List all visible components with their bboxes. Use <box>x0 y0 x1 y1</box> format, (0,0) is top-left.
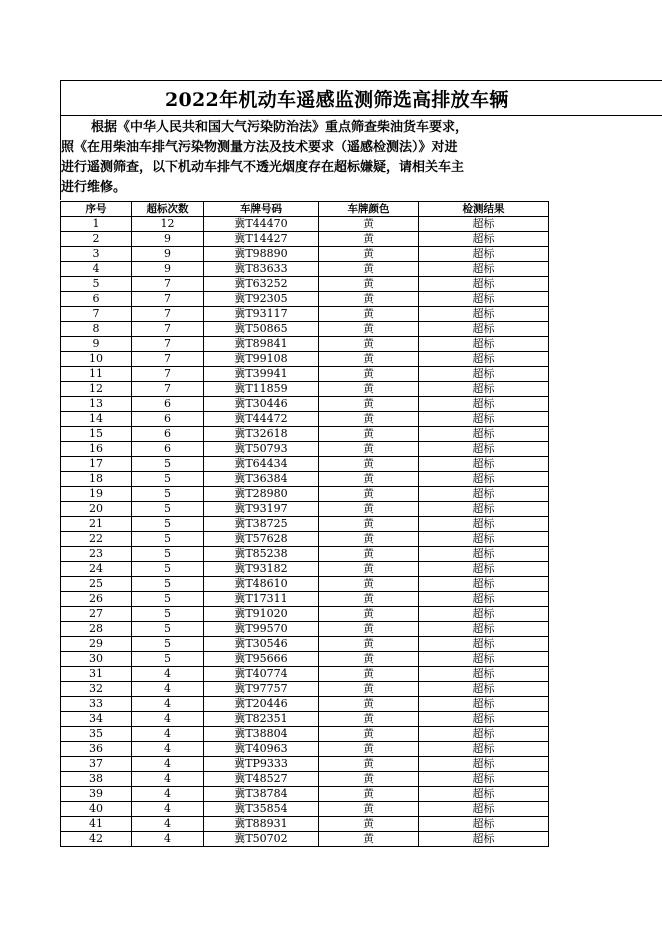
cell-plate-color: 黄 <box>319 562 419 577</box>
cell-plate-number: 冀T17311 <box>204 592 319 607</box>
cell-result: 超标 <box>419 412 549 427</box>
table-row <box>61 442 549 457</box>
cell-index: 19 <box>61 487 132 502</box>
cell-exceed-count: 7 <box>132 277 204 292</box>
cell-plate-number: 冀T30446 <box>204 397 319 412</box>
results-table <box>60 201 549 847</box>
cell-result: 超标 <box>419 787 549 802</box>
table-row <box>61 742 549 757</box>
cell-result: 超标 <box>419 232 549 247</box>
cell-index: 9 <box>61 337 132 352</box>
cell-result: 超标 <box>419 832 549 847</box>
notice-line-4: 进行维修。 <box>61 180 127 195</box>
cell-plate-number: 冀T93197 <box>204 502 319 517</box>
table-header-row <box>61 202 549 217</box>
spreadsheet-page <box>60 80 662 850</box>
cell-result: 超标 <box>419 637 549 652</box>
cell-exceed-count: 5 <box>132 622 204 637</box>
cell-exceed-count: 5 <box>132 517 204 532</box>
cell-index: 3 <box>61 247 132 262</box>
table-row <box>61 457 549 472</box>
cell-index: 25 <box>61 577 132 592</box>
cell-plate-color: 黄 <box>319 352 419 367</box>
table-row <box>61 802 549 817</box>
table-row <box>61 397 549 412</box>
cell-exceed-count: 4 <box>132 742 204 757</box>
cell-plate-color: 黄 <box>319 547 419 562</box>
table-row <box>61 712 549 727</box>
cell-plate-number: 冀T83633 <box>204 262 319 277</box>
cell-plate-number: 冀T48527 <box>204 772 319 787</box>
cell-plate-color: 黄 <box>319 817 419 832</box>
cell-exceed-count: 4 <box>132 682 204 697</box>
cell-index: 21 <box>61 517 132 532</box>
cell-plate-color: 黄 <box>319 832 419 847</box>
cell-plate-number: 冀T14427 <box>204 232 319 247</box>
cell-exceed-count: 5 <box>132 547 204 562</box>
cell-index: 27 <box>61 607 132 622</box>
cell-plate-color: 黄 <box>319 757 419 772</box>
cell-plate-number: 冀T11859 <box>204 382 319 397</box>
title-row <box>60 80 662 116</box>
cell-plate-number: 冀T85238 <box>204 547 319 562</box>
cell-index: 40 <box>61 802 132 817</box>
cell-plate-color: 黄 <box>319 262 419 277</box>
cell-result: 超标 <box>419 457 549 472</box>
cell-exceed-count: 12 <box>132 217 204 232</box>
cell-index: 11 <box>61 367 132 382</box>
cell-plate-color: 黄 <box>319 487 419 502</box>
table-row <box>61 592 549 607</box>
cell-index: 7 <box>61 307 132 322</box>
cell-result: 超标 <box>419 442 549 457</box>
cell-plate-number: 冀T38725 <box>204 517 319 532</box>
cell-exceed-count: 6 <box>132 412 204 427</box>
cell-exceed-count: 5 <box>132 592 204 607</box>
cell-exceed-count: 5 <box>132 457 204 472</box>
table-row <box>61 637 549 652</box>
cell-plate-number: 冀T50793 <box>204 442 319 457</box>
cell-exceed-count: 4 <box>132 697 204 712</box>
table-row <box>61 682 549 697</box>
page-title: 2022年机动车遥感监测筛选高排放车辆 <box>165 89 509 111</box>
table-row <box>61 232 549 247</box>
cell-exceed-count: 9 <box>132 232 204 247</box>
cell-index: 37 <box>61 757 132 772</box>
cell-index: 10 <box>61 352 132 367</box>
cell-exceed-count: 7 <box>132 292 204 307</box>
cell-result: 超标 <box>419 802 549 817</box>
cell-plate-number: 冀T91020 <box>204 607 319 622</box>
cell-exceed-count: 7 <box>132 382 204 397</box>
cell-result: 超标 <box>419 712 549 727</box>
cell-exceed-count: 9 <box>132 247 204 262</box>
cell-plate-color: 黄 <box>319 217 419 232</box>
cell-index: 41 <box>61 817 132 832</box>
cell-plate-number: 冀T44470 <box>204 217 319 232</box>
table-row <box>61 472 549 487</box>
cell-plate-number: 冀T63252 <box>204 277 319 292</box>
cell-exceed-count: 7 <box>132 322 204 337</box>
cell-index: 4 <box>61 262 132 277</box>
cell-result: 超标 <box>419 502 549 517</box>
cell-plate-number: 冀T28980 <box>204 487 319 502</box>
cell-plate-color: 黄 <box>319 307 419 322</box>
table-row <box>61 547 549 562</box>
cell-index: 31 <box>61 667 132 682</box>
cell-exceed-count: 5 <box>132 652 204 667</box>
cell-result: 超标 <box>419 622 549 637</box>
cell-plate-number: 冀T99108 <box>204 352 319 367</box>
cell-index: 33 <box>61 697 132 712</box>
table-row <box>61 427 549 442</box>
cell-result: 超标 <box>419 322 549 337</box>
cell-exceed-count: 7 <box>132 367 204 382</box>
table-row <box>61 577 549 592</box>
cell-result: 超标 <box>419 757 549 772</box>
cell-plate-number: 冀TP9333 <box>204 757 319 772</box>
cell-plate-number: 冀T88931 <box>204 817 319 832</box>
cell-plate-number: 冀T50702 <box>204 832 319 847</box>
cell-plate-color: 黄 <box>319 592 419 607</box>
cell-index: 39 <box>61 787 132 802</box>
cell-plate-number: 冀T40963 <box>204 742 319 757</box>
cell-plate-number: 冀T99570 <box>204 622 319 637</box>
cell-result: 超标 <box>419 727 549 742</box>
cell-result: 超标 <box>419 742 549 757</box>
cell-index: 5 <box>61 277 132 292</box>
cell-index: 8 <box>61 322 132 337</box>
cell-exceed-count: 4 <box>132 772 204 787</box>
notice-line-2: 照《在用柴油车排气污染物测量方法及技术要求（遥感检测法）》对进 <box>61 140 458 155</box>
cell-plate-color: 黄 <box>319 367 419 382</box>
cell-plate-color: 黄 <box>319 277 419 292</box>
cell-result: 超标 <box>419 517 549 532</box>
cell-plate-color: 黄 <box>319 727 419 742</box>
header-plate-number: 车牌号码 <box>204 202 319 217</box>
cell-plate-number: 冀T36384 <box>204 472 319 487</box>
notice-line-1: 根据《中华人民共和国大气污染防治法》重点筛查柴油货车要求， <box>91 120 469 135</box>
cell-exceed-count: 5 <box>132 487 204 502</box>
cell-exceed-count: 7 <box>132 307 204 322</box>
table-row <box>61 367 549 382</box>
table-row <box>61 787 549 802</box>
cell-plate-color: 黄 <box>319 772 419 787</box>
cell-plate-number: 冀T39941 <box>204 367 319 382</box>
table-row <box>61 412 549 427</box>
table-row <box>61 217 549 232</box>
cell-exceed-count: 4 <box>132 712 204 727</box>
cell-plate-number: 冀T89841 <box>204 337 319 352</box>
header-plate-color: 车牌颜色 <box>319 202 419 217</box>
cell-plate-number: 冀T48610 <box>204 577 319 592</box>
header-exceed-count: 超标次数 <box>132 202 204 217</box>
table-row <box>61 697 549 712</box>
table-row <box>61 772 549 787</box>
cell-exceed-count: 4 <box>132 757 204 772</box>
table-row <box>61 292 549 307</box>
table-body <box>61 217 549 847</box>
cell-index: 35 <box>61 727 132 742</box>
cell-index: 16 <box>61 442 132 457</box>
cell-index: 34 <box>61 712 132 727</box>
cell-plate-number: 冀T93182 <box>204 562 319 577</box>
table-row <box>61 337 549 352</box>
cell-result: 超标 <box>419 337 549 352</box>
cell-plate-color: 黄 <box>319 637 419 652</box>
cell-plate-color: 黄 <box>319 517 419 532</box>
table-row <box>61 832 549 847</box>
cell-index: 17 <box>61 457 132 472</box>
cell-exceed-count: 5 <box>132 607 204 622</box>
cell-result: 超标 <box>419 277 549 292</box>
table-row <box>61 532 549 547</box>
cell-index: 24 <box>61 562 132 577</box>
cell-exceed-count: 5 <box>132 637 204 652</box>
cell-result: 超标 <box>419 667 549 682</box>
cell-plate-number: 冀T44472 <box>204 412 319 427</box>
table-row <box>61 757 549 772</box>
cell-plate-number: 冀T35854 <box>204 802 319 817</box>
cell-plate-color: 黄 <box>319 457 419 472</box>
cell-index: 18 <box>61 472 132 487</box>
cell-index: 42 <box>61 832 132 847</box>
cell-plate-color: 黄 <box>319 247 419 262</box>
cell-plate-color: 黄 <box>319 652 419 667</box>
cell-plate-color: 黄 <box>319 742 419 757</box>
cell-plate-color: 黄 <box>319 667 419 682</box>
cell-result: 超标 <box>419 547 549 562</box>
table-row <box>61 652 549 667</box>
cell-plate-color: 黄 <box>319 382 419 397</box>
cell-plate-color: 黄 <box>319 682 419 697</box>
cell-index: 23 <box>61 547 132 562</box>
cell-index: 36 <box>61 742 132 757</box>
cell-plate-number: 冀T82351 <box>204 712 319 727</box>
cell-exceed-count: 5 <box>132 562 204 577</box>
notice-paragraph <box>60 116 662 200</box>
cell-result: 超标 <box>419 427 549 442</box>
table-row <box>61 322 549 337</box>
table-row <box>61 262 549 277</box>
cell-index: 15 <box>61 427 132 442</box>
cell-plate-color: 黄 <box>319 472 419 487</box>
cell-exceed-count: 7 <box>132 352 204 367</box>
cell-plate-color: 黄 <box>319 532 419 547</box>
table-row <box>61 352 549 367</box>
cell-plate-number: 冀T64434 <box>204 457 319 472</box>
cell-exceed-count: 4 <box>132 787 204 802</box>
cell-result: 超标 <box>419 217 549 232</box>
cell-result: 超标 <box>419 292 549 307</box>
cell-result: 超标 <box>419 487 549 502</box>
cell-result: 超标 <box>419 607 549 622</box>
cell-plate-number: 冀T98890 <box>204 247 319 262</box>
cell-plate-color: 黄 <box>319 622 419 637</box>
cell-index: 12 <box>61 382 132 397</box>
cell-result: 超标 <box>419 382 549 397</box>
cell-result: 超标 <box>419 697 549 712</box>
cell-index: 20 <box>61 502 132 517</box>
cell-exceed-count: 4 <box>132 817 204 832</box>
cell-plate-color: 黄 <box>319 787 419 802</box>
cell-plate-color: 黄 <box>319 232 419 247</box>
table-row <box>61 727 549 742</box>
cell-index: 32 <box>61 682 132 697</box>
cell-plate-color: 黄 <box>319 322 419 337</box>
cell-plate-color: 黄 <box>319 577 419 592</box>
notice-line-3: 进行遥测筛查，以下机动车排气不透光烟度存在超标嫌疑，请相关车主 <box>61 160 465 175</box>
header-index: 序号 <box>61 202 132 217</box>
table-row <box>61 562 549 577</box>
cell-result: 超标 <box>419 562 549 577</box>
cell-plate-number: 冀T20446 <box>204 697 319 712</box>
cell-result: 超标 <box>419 772 549 787</box>
cell-result: 超标 <box>419 367 549 382</box>
cell-result: 超标 <box>419 352 549 367</box>
cell-exceed-count: 5 <box>132 577 204 592</box>
cell-plate-color: 黄 <box>319 712 419 727</box>
cell-plate-number: 冀T97757 <box>204 682 319 697</box>
table-row <box>61 277 549 292</box>
cell-plate-number: 冀T30546 <box>204 637 319 652</box>
cell-plate-number: 冀T57628 <box>204 532 319 547</box>
cell-exceed-count: 6 <box>132 427 204 442</box>
cell-plate-number: 冀T40774 <box>204 667 319 682</box>
cell-plate-color: 黄 <box>319 397 419 412</box>
table-row <box>61 247 549 262</box>
cell-plate-color: 黄 <box>319 292 419 307</box>
cell-index: 29 <box>61 637 132 652</box>
cell-plate-number: 冀T32618 <box>204 427 319 442</box>
cell-plate-color: 黄 <box>319 607 419 622</box>
cell-plate-number: 冀T38784 <box>204 787 319 802</box>
cell-exceed-count: 4 <box>132 832 204 847</box>
cell-plate-color: 黄 <box>319 502 419 517</box>
cell-index: 38 <box>61 772 132 787</box>
cell-index: 30 <box>61 652 132 667</box>
table-row <box>61 382 549 397</box>
cell-exceed-count: 5 <box>132 532 204 547</box>
cell-plate-number: 冀T95666 <box>204 652 319 667</box>
cell-result: 超标 <box>419 262 549 277</box>
cell-result: 超标 <box>419 247 549 262</box>
cell-result: 超标 <box>419 472 549 487</box>
cell-exceed-count: 7 <box>132 337 204 352</box>
cell-plate-number: 冀T93117 <box>204 307 319 322</box>
cell-plate-color: 黄 <box>319 412 419 427</box>
cell-plate-number: 冀T50865 <box>204 322 319 337</box>
cell-plate-color: 黄 <box>319 337 419 352</box>
cell-plate-number: 冀T92305 <box>204 292 319 307</box>
cell-result: 超标 <box>419 652 549 667</box>
cell-plate-color: 黄 <box>319 697 419 712</box>
cell-index: 13 <box>61 397 132 412</box>
cell-plate-number: 冀T38804 <box>204 727 319 742</box>
cell-plate-color: 黄 <box>319 427 419 442</box>
cell-exceed-count: 5 <box>132 502 204 517</box>
cell-plate-color: 黄 <box>319 442 419 457</box>
cell-result: 超标 <box>419 577 549 592</box>
cell-result: 超标 <box>419 307 549 322</box>
cell-exceed-count: 6 <box>132 442 204 457</box>
cell-index: 2 <box>61 232 132 247</box>
cell-index: 26 <box>61 592 132 607</box>
cell-exceed-count: 5 <box>132 472 204 487</box>
cell-result: 超标 <box>419 817 549 832</box>
cell-exceed-count: 4 <box>132 667 204 682</box>
cell-exceed-count: 4 <box>132 727 204 742</box>
table-row <box>61 307 549 322</box>
table-row <box>61 607 549 622</box>
header-result: 检测结果 <box>419 202 549 217</box>
table-row <box>61 622 549 637</box>
cell-result: 超标 <box>419 592 549 607</box>
table-row <box>61 667 549 682</box>
cell-exceed-count: 4 <box>132 802 204 817</box>
cell-plate-color: 黄 <box>319 802 419 817</box>
cell-exceed-count: 6 <box>132 397 204 412</box>
table-row <box>61 817 549 832</box>
cell-result: 超标 <box>419 682 549 697</box>
cell-index: 22 <box>61 532 132 547</box>
cell-index: 14 <box>61 412 132 427</box>
cell-index: 6 <box>61 292 132 307</box>
cell-index: 28 <box>61 622 132 637</box>
table-row <box>61 487 549 502</box>
table-row <box>61 517 549 532</box>
cell-exceed-count: 9 <box>132 262 204 277</box>
cell-result: 超标 <box>419 397 549 412</box>
cell-result: 超标 <box>419 532 549 547</box>
table-row <box>61 502 549 517</box>
cell-index: 1 <box>61 217 132 232</box>
